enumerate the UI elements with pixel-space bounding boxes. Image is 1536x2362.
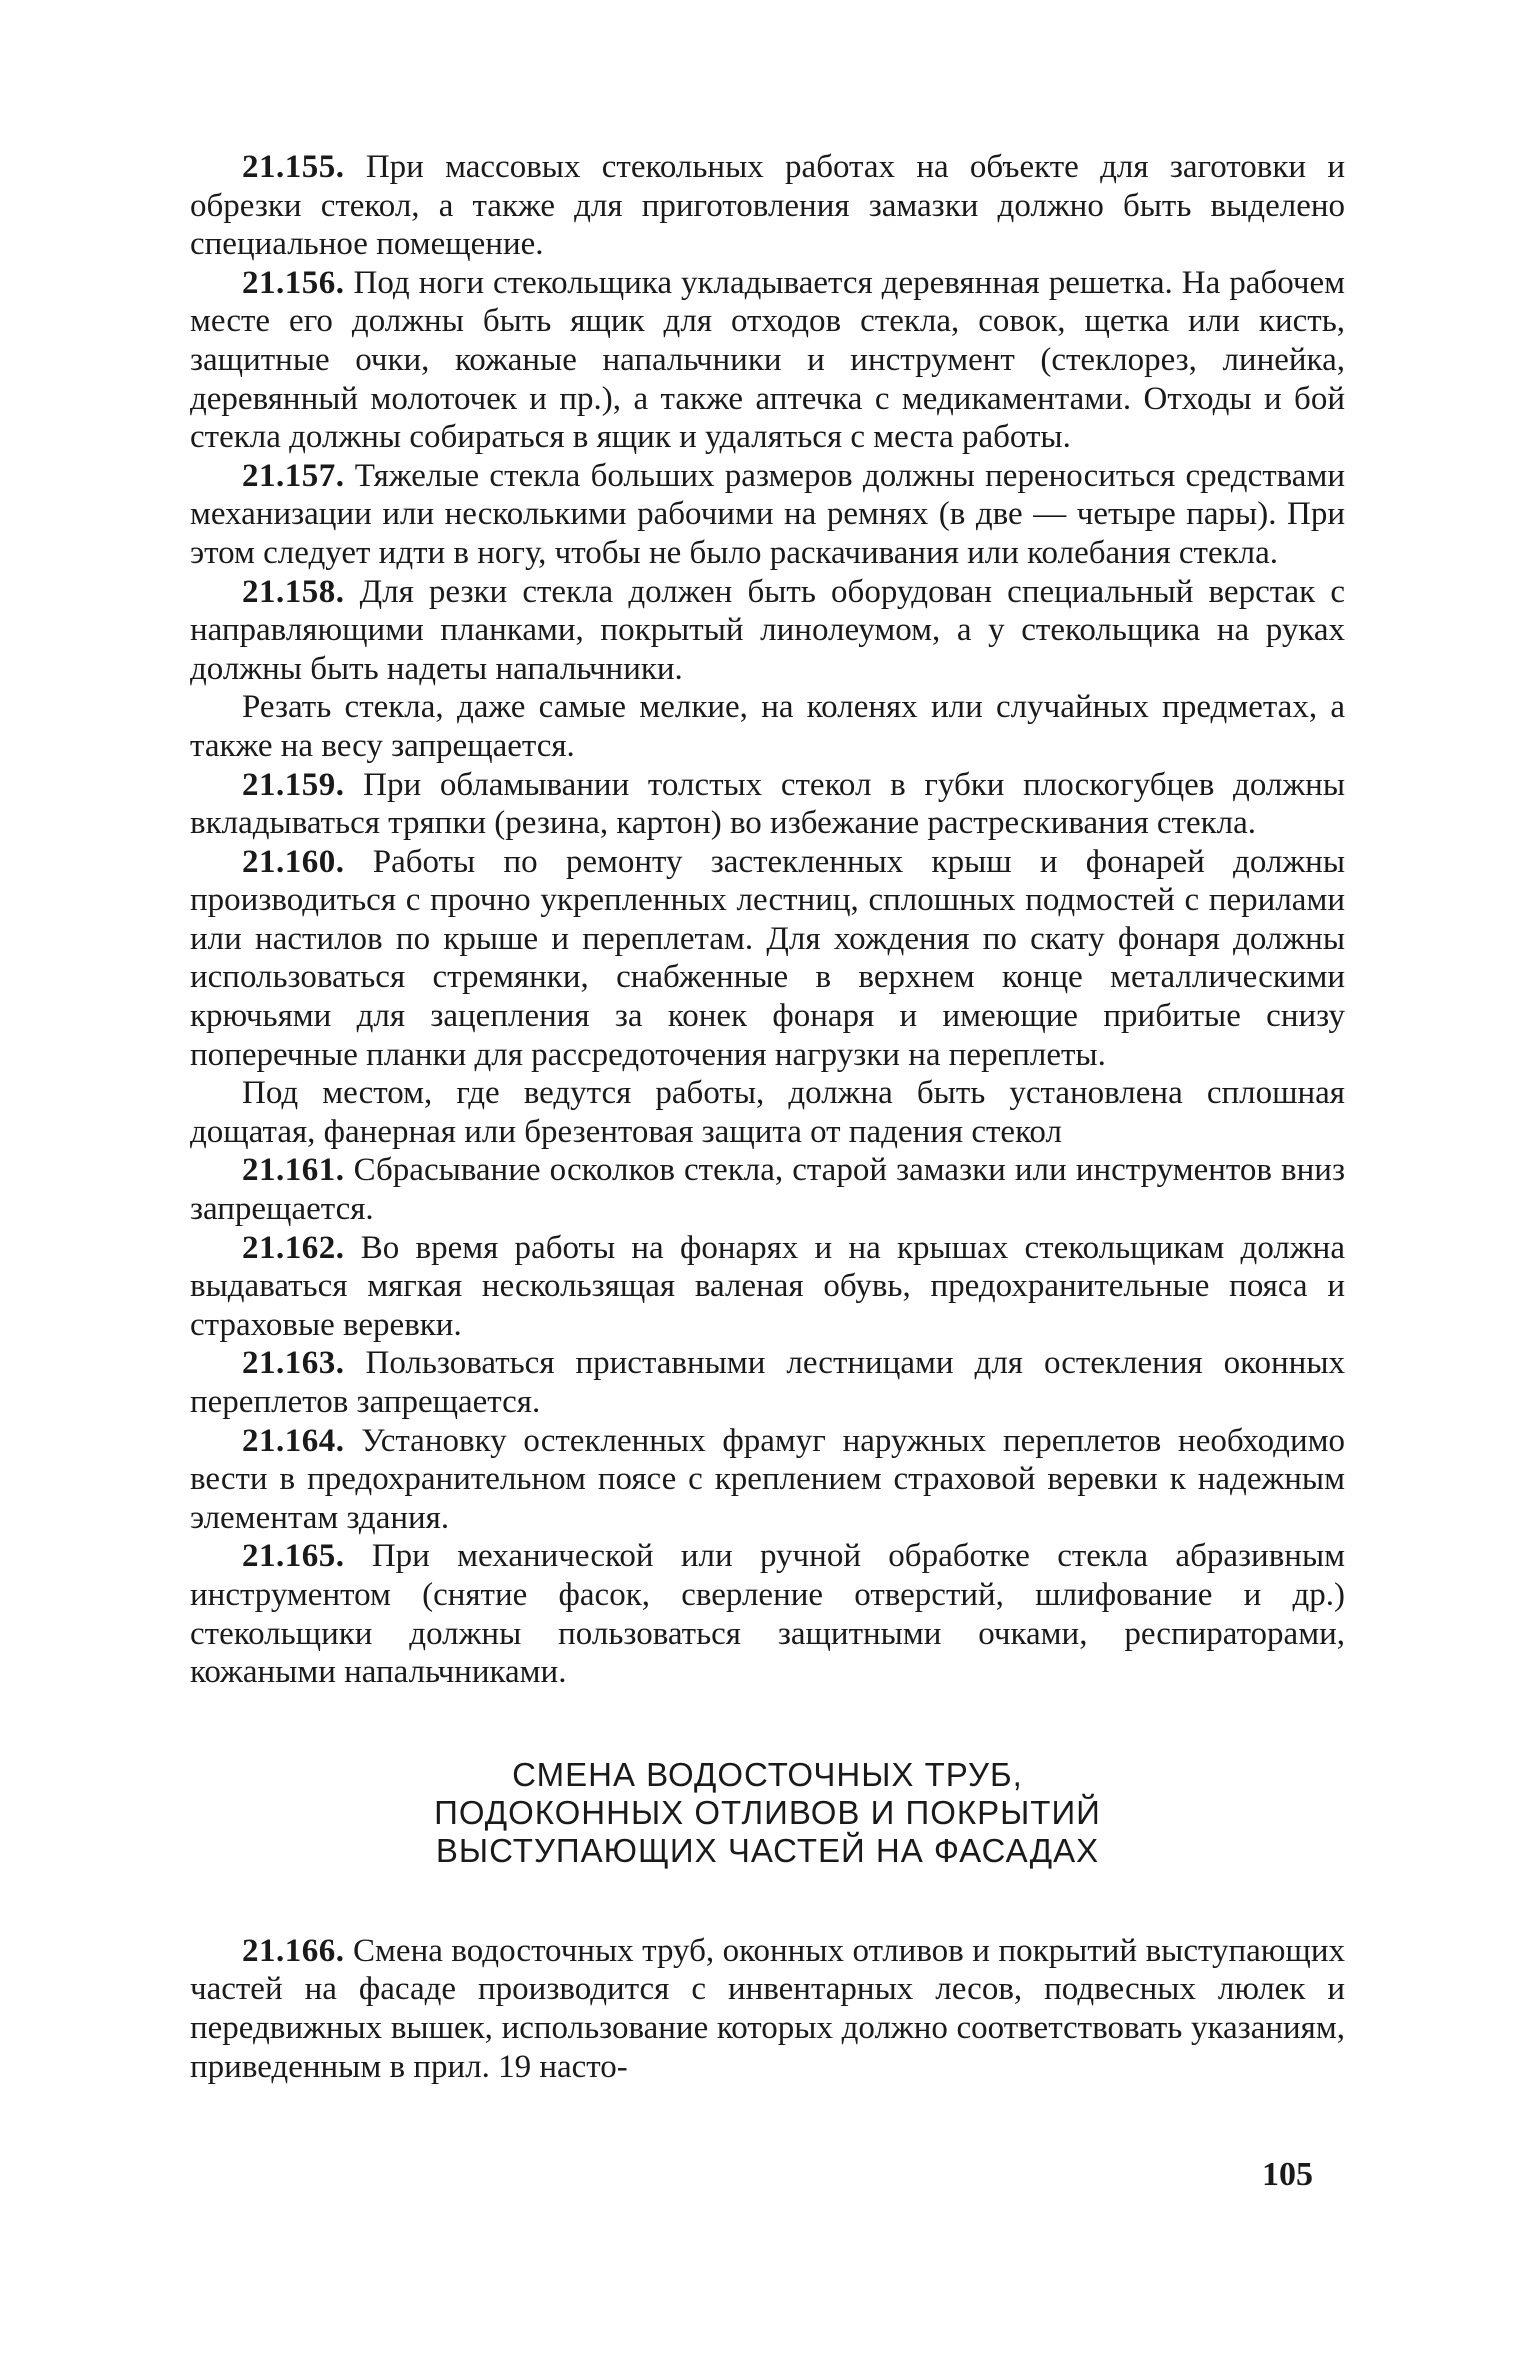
clause-number: 21.155. (242, 149, 345, 185)
paragraph (190, 573, 1345, 689)
clause-number: 21.163. (242, 1345, 345, 1382)
paragraph (190, 1151, 1345, 1228)
paragraph-text: При массовых стекольных работах на объекте для заготовки и обрезки стекол, а также для приготовления замазки должно быть выделено специальное помещение. (190, 149, 1346, 263)
clause-number: 21.158. (242, 573, 345, 610)
section-rules-drainpipes (190, 1932, 1345, 2086)
paragraph-text: Смена водосточных труб, оконных отливов и покрытий выступающих частей на фасаде производится с инвентарных лесов, подвесных люлек и передвижных вышек, использование которых должно соответствовать указаниям, приведенным в прил. 19 насто- (190, 1932, 1345, 2085)
paragraph-text: При обламывании толстых стекол в губки плоскогубцев должны вкладываться тряпки (резина, картон) во избежание растрескивания стекла. (190, 766, 1345, 842)
paragraph-text: Во время работы на фонарях и на крышах стекольщикам должна выдаваться мягкая нескользящая валеная обувь, предохранительные пояса и страховые веревки. (190, 1229, 1345, 1343)
paragraph-text: Тяжелые стекла больших размеров должны переноситься средствами механизации или несколькими рабочими на ремнях (в две — четыре пары). При этом следует идти в ногу, чтобы не было раскачивания или колебания стекла. (190, 457, 1346, 571)
document-page (190, 148, 1345, 2086)
section-rules-glazing (190, 148, 1345, 1692)
clause-number: 21.157. (242, 457, 345, 494)
clause-number: 21.159. (242, 766, 345, 803)
paragraph (190, 148, 1345, 264)
paragraph (190, 1932, 1345, 2086)
paragraph (190, 264, 1345, 457)
section-heading (190, 1756, 1345, 1870)
paragraph (190, 766, 1345, 843)
paragraph-text: Для резки стекла должен быть оборудован специальный верстак с направляющими планками, покрытый линолеумом, а у стекольщика на руках должны быть надеты напальчники. (190, 573, 1345, 687)
paragraph (190, 688, 1345, 765)
paragraph-text: Под местом, где ведутся работы, должна быть установлена сплошная дощатая, фанерная или брезентовая защита от падения стекол (190, 1075, 1345, 1150)
clause-number: 21.160. (242, 843, 345, 880)
clause-number: 21.164. (242, 1422, 345, 1459)
paragraph (190, 457, 1345, 573)
section-heading-line-3: ВЫСТУПАЮЩИХ ЧАСТЕЙ НА ФАСАДАХ (435, 1831, 1100, 1869)
clause-number: 21.161. (242, 1152, 345, 1189)
paragraph-text: Под ноги стекольщика укладывается деревянная решетка. На рабочем месте его должны быть ящик для отходов стекла, совок, щетка или кисть, защитные очки, кожаные напальчники и инструмент (стеклорез, линейка, деревянный молоточек и пр.), а также аптечка с медикаментами. Отходы и бой стекла должны собираться в ящик и удаляться с места работы. (190, 264, 1346, 456)
clause-number: 21.166. (242, 1932, 345, 1969)
paragraph-text: Пользоваться приставными лестницами для остекления оконных переплетов запрещается. (190, 1345, 1345, 1420)
paragraph (190, 1344, 1345, 1421)
paragraph-text: Установку остекленных фрамуг наружных переплетов необходимо вести в предохранительном поясе с креплением страховой веревки к надежным элементам здания. (190, 1422, 1345, 1536)
paragraph-text: Работы по ремонту застекленных крыш и фонарей должны производиться с прочно укрепленных лестниц, сплошных подмостей с перилами или настилов по крыше и переплетам. Для хождения по скату фонаря должны использоваться стремянки, снабженные в верхнем конце металлическими крючьями для зацепления за конек фонаря и имеющие прибитые снизу поперечные планки для рассредоточения нагрузки на переплеты. (190, 843, 1345, 1073)
section-heading-line-1: СМЕНА ВОДОСТОЧНЫХ ТРУБ, (512, 1755, 1023, 1793)
paragraph-text: Сбрасывание осколков стекла, старой замазки или инструментов вниз запрещается. (190, 1152, 1345, 1228)
page-number: 105 (1262, 2156, 1313, 2193)
clause-number: 21.162. (242, 1229, 345, 1266)
clause-number: 21.165. (242, 1538, 345, 1575)
paragraph (190, 1422, 1345, 1538)
paragraph (190, 1229, 1345, 1345)
paragraph (190, 1537, 1345, 1691)
paragraph-text: При механической или ручной обработке стекла абразивным инструментом (снятие фасок, сверление отверстий, шлифование и др.) стекольщики должны пользоваться защитными очками, респираторами, кожаными напальчниками. (190, 1538, 1345, 1691)
paragraph (190, 1074, 1345, 1151)
section-heading-line-2: ПОДОКОННЫХ ОТЛИВОВ И ПОКРЫТИЙ (434, 1793, 1101, 1831)
clause-number: 21.156. (242, 264, 345, 301)
paragraph-text: Резать стекла, даже самые мелкие, на коленях или случайных предметах, а также на весу запрещается. (190, 689, 1345, 764)
paragraph (190, 843, 1345, 1075)
